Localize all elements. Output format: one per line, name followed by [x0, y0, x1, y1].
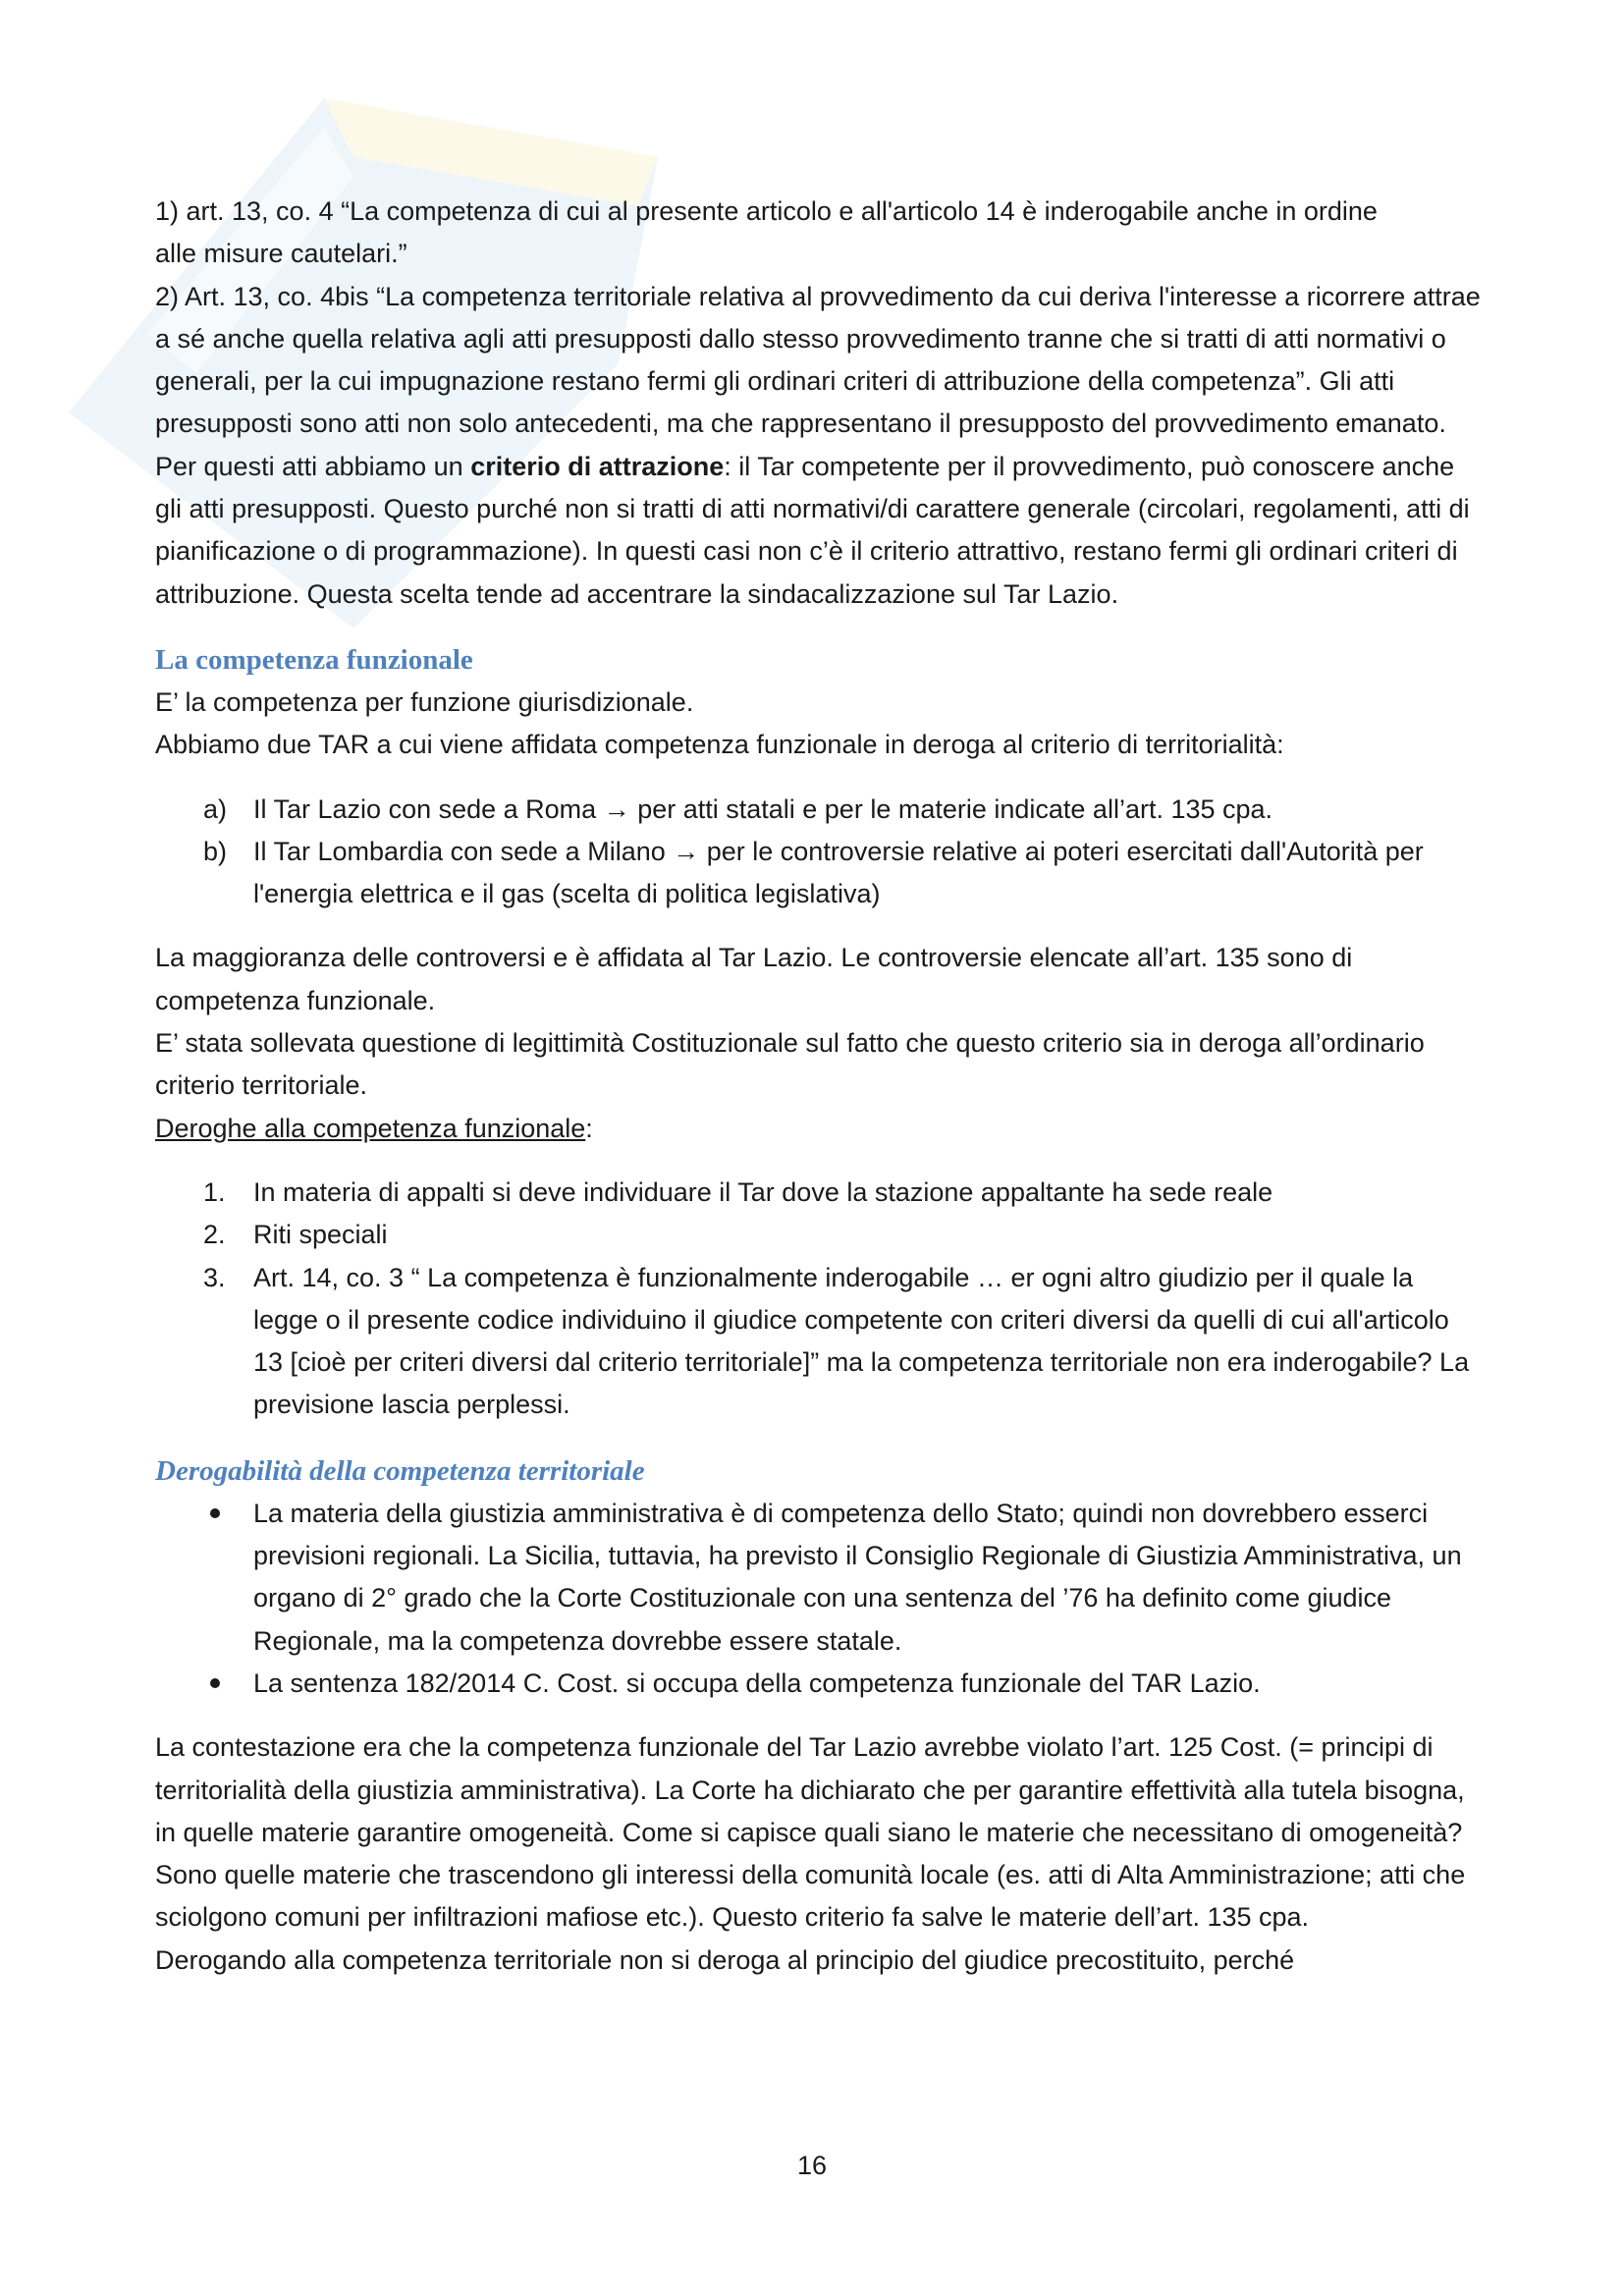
list-marker: 1.: [203, 1176, 226, 1207]
list-item-text: Il Tar Lombardia con sede a Milano → per le controversie relative ai poteri esercitati dall'Autorità per l'energia elettrica e il gas (scelta di politica legislativa): [253, 836, 1424, 909]
deroghe-list: [155, 1172, 1481, 1427]
document-body: [155, 191, 1481, 1982]
paragraph-art13-co4: [155, 191, 1481, 276]
list-item-text: La materia della giustizia amministrativa è di competenza dello Stato; quindi non dovrebbero esserci previsioni regionali. La Sicilia, tuttavia, ha previsto il Consiglio Regionale di Giustizia Amministrativa, un organo di 2° grado che la Corte Costituzionale con una sentenza del ’76 ha definito come giudice Regionale, ma la competenza dovrebbe essere statale.: [253, 1498, 1462, 1656]
page-number: 16: [796, 2151, 828, 2180]
list-item: [155, 831, 1481, 916]
bullet-list: [155, 1493, 1481, 1705]
list-item: [155, 1257, 1481, 1427]
section-heading-competenza-funzionale: La competenza funzionale: [155, 643, 473, 676]
section-heading-derogabilita: Derogabilità della competenza territoriale: [155, 1454, 645, 1487]
bullet-icon: [210, 1678, 220, 1688]
list-marker: 2.: [203, 1220, 226, 1250]
underlined-label: Deroghe alla competenza funzionale: [155, 1113, 586, 1143]
list-item: [155, 1493, 1481, 1663]
paragraph-line: 1) art. 13, co. 4 “La competenza di cui al presente articolo e all'articolo 14 è inderogabile anche in ordine: [155, 196, 1378, 226]
paragraph-art13-co4bis: [155, 276, 1481, 616]
tar-list: [155, 789, 1481, 916]
paragraph-text: 2) Art. 13, co. 4bis “La competenza territoriale relativa al provvedimento da cui deriva l'interesse a ricorrere attrae a sé anche quella relativa agli atti presupposti dallo stesso provvedimento tranne che si tratti di atti normativi o generali, per la cui impugnazione restano fermi gli ordinari criteri di attribuzione della competenza”. Gli atti presupposti sono atti non solo antecedenti, ma che rappresentano il presupposto del provvedimento emanato. Per questi atti abbiamo un: [155, 281, 1481, 481]
list-item: [155, 1172, 1481, 1214]
list-marker: 3.: [203, 1262, 226, 1292]
paragraph-text: La maggioranza delle controversi e è affidata al Tar Lazio. Le controversie elencate all’art. 135 sono di competenza funzionale.: [155, 943, 1353, 1015]
list-marker: b): [203, 836, 228, 866]
paragraph-text: E’ la competenza per funzione giurisdizionale.: [155, 686, 694, 717]
paragraph-text: : il Tar competente per il provvedimento, può conoscere anche gli atti presupposti. Questo purché non si tratti di atti normativi/di carattere generale (circolari, regolamenti, atti di pianificazione o di programmazione). In questi casi non c’è il criterio attrattivo, restano fermi gli ordinari criteri di attribuzione. Questa scelta tende ad accentrare la sindacalizzazione sul Tar Lazio.: [155, 451, 1470, 609]
list-item-text: Riti speciali: [253, 1220, 388, 1250]
list-item-text: In materia di appalti si deve individuare il Tar dove la stazione appaltante ha sede reale: [253, 1176, 1273, 1207]
bold-term: criterio di attrazione: [470, 451, 725, 481]
list-item: [155, 1663, 1481, 1705]
paragraph-text: Abbiamo due TAR a cui viene affidata competenza funzionale in deroga al criterio di territorialità:: [155, 730, 1284, 760]
label-colon: :: [585, 1113, 593, 1143]
paragraph-text: La contestazione era che la competenza funzionale del Tar Lazio avrebbe violato l’art. 125 Cost. (= principi di territorialità della giustizia amministrativa). La Corte ha dichiarato che per garantire effettività alla tutela bisogna, in quelle materie garantire omogeneità. Come si capisce quali siano le materie che necessitano di omogeneità? Sono quelle materie che trascendono gli interessi della comunità locale (es. atti di Alta Amministrazione; atti che sciolgono comuni per infiltrazioni mafiose etc.). Questo criterio fa salve le materie dell’art. 135 cpa.: [155, 1732, 1466, 1933]
list-marker: a): [203, 793, 228, 824]
deroghe-label: [155, 1108, 1481, 1150]
list-item-text: Il Tar Lazio con sede a Roma → per atti statali e per le materie indicate all’art. 135 cpa.: [253, 793, 1273, 824]
list-item-text: Art. 14, co. 3 “ La competenza è funzionalmente inderogabile … er ogni altro giudizio per il quale la legge o il presente codice individuino il giudice competente con criteri diversi da quelli di cui all'articolo 13 [cioè per criteri diversi dal criterio territoriale]” ma la competenza territoriale non era inderogabile? La previsione lascia perplessi.: [253, 1262, 1470, 1420]
paragraph-text: Derogando alla competenza territoriale non si deroga al principio del giudice precostituito, perché: [155, 1944, 1295, 1975]
list-item: [155, 1214, 1481, 1256]
list-item: [155, 789, 1481, 831]
list-item-text: La sentenza 182/2014 C. Cost. si occupa della competenza funzionale del TAR Lazio.: [253, 1667, 1261, 1698]
paragraph-line: alle misure cautelari.”: [155, 239, 407, 269]
bullet-icon: [210, 1508, 220, 1518]
paragraph-text: E’ stata sollevata questione di legittimità Costituzionale sul fatto che questo criterio sia in deroga all’ordinario criterio territoriale.: [155, 1028, 1425, 1101]
